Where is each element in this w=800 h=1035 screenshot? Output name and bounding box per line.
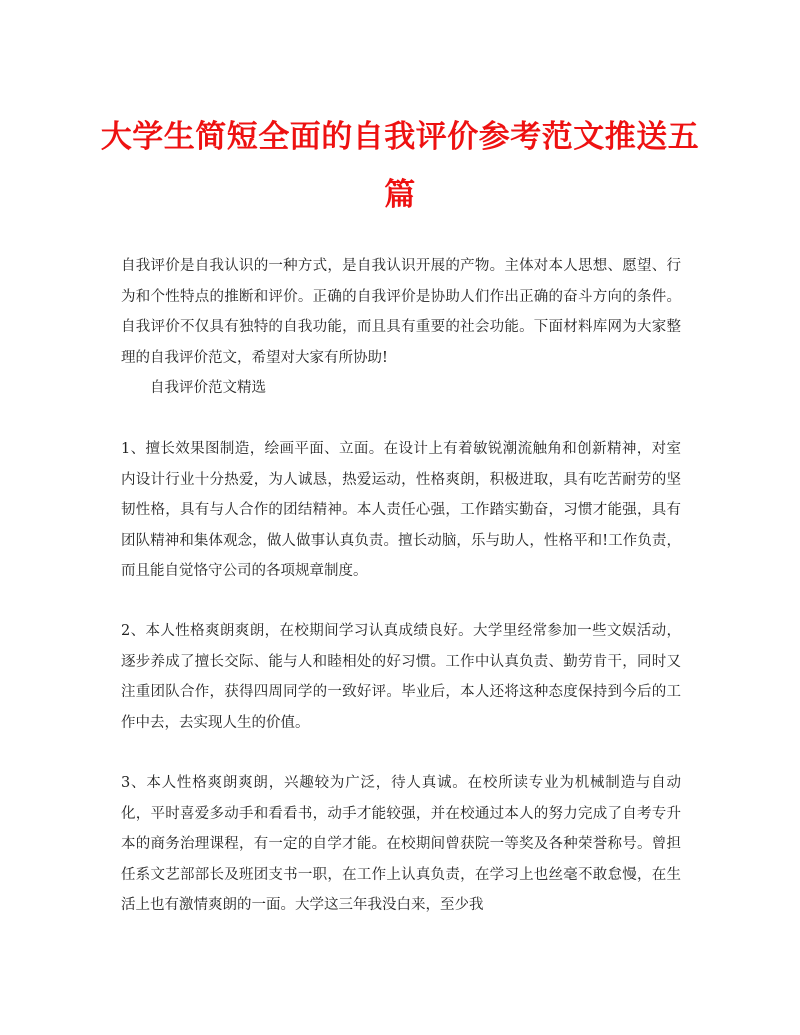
document-title: 大学生简短全面的自我评价参考范文推送五篇 (100, 119, 700, 213)
intro-paragraph: 自我评价是自我认识的一种方式，是自我认识开展的产物。主体对本人思想、愿望、行为和个性特点的推断和评价。正确的自我评价是协助人们作出正确的奋斗方向的条件。自我评价不仅具有独特的自我功能，而且具有重要的社会功能。下面材料库网为大家整理的自我评价范文，希望对大家有所协助! (121, 258, 681, 366)
section-subheading: 自我评价范文精选 (150, 380, 266, 396)
essay-paragraph-2: 2、本人性格爽朗爽朗，在校期间学习认真成绩良好。大学里经常参加一些文娱活动，逐步养成了擅长交际、能与人和睦相处的好习惯。工作中认真负责、勤劳肯干，同时又注重团队合作，获得四周同学的一致好评。毕业后，本人还将这种态度保持到今后的工作中去，去实现人生的价值。 (121, 623, 681, 731)
essay-paragraph-3: 3、本人性格爽朗爽朗，兴趣较为广泛，待人真诚。在校所读专业为机械制造与自动化，平时喜爱多动手和看看书，动手才能较强，并在校通过本人的努力完成了自考专升本的商务治理课程，有一定的自学才能。在校期间曾获院一等奖及各种荣誉称号。曾担任系文艺部部长及班团支书一职，在工作上认真负责，在学习上也丝毫不敢怠慢，在生活上也有激情爽朗的一面。大学这三年我没白来，至少我 (121, 775, 681, 913)
essay-paragraph-1: 1、擅长效果图制造，绘画平面、立面。在设计上有着敏锐潮流触角和创新精神，对室内设计行业十分热爱，为人诚恳，热爱运动，性格爽朗，积极进取，具有吃苦耐劳的坚韧性格，具有与人合作的团结精神。本人责任心强，工作踏实勤奋，习惯才能强，具有团队精神和集体观念，做人做事认真负责。擅长动脑，乐与助人，性格平和!工作负责，而且能自觉恪守公司的各项规章制度。 (121, 441, 681, 579)
